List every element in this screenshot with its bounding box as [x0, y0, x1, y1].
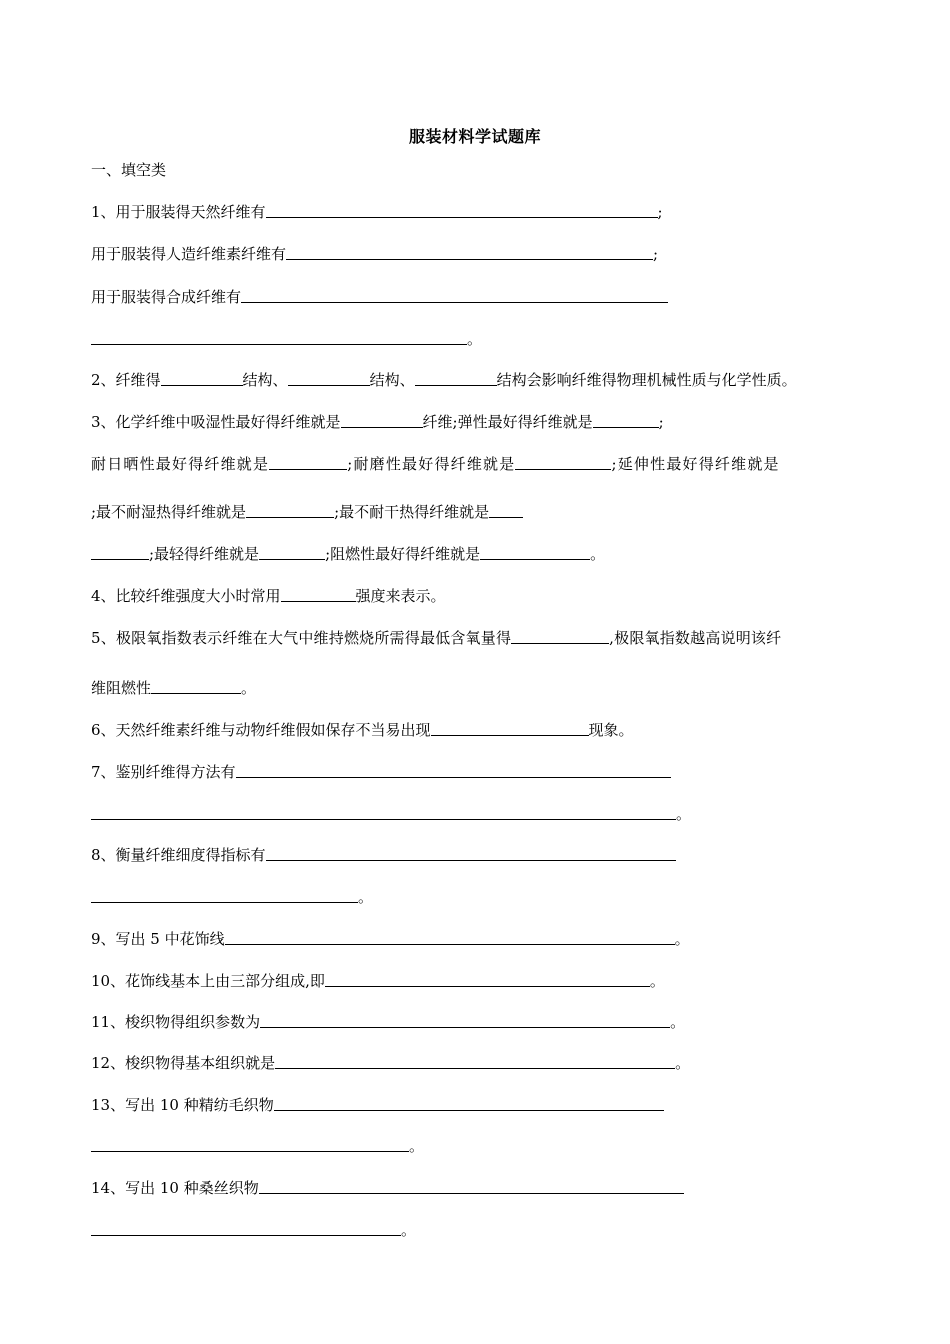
answer-blank[interactable]: [480, 542, 590, 560]
question-4: 4、比较纤维强度大小时常用 强度来表示。: [91, 584, 446, 608]
answer-blank[interactable]: [260, 1010, 670, 1028]
question-13: 13、写出 10 种精纺毛织物: [91, 1093, 664, 1117]
answer-blank[interactable]: [91, 1134, 409, 1152]
answer-blank[interactable]: [259, 542, 325, 560]
question-13-line-2: 。: [91, 1134, 424, 1158]
question-2: 2、纤维得 结构、 结构、 结构会影响纤维得物理机械性质与化学性质。: [91, 368, 797, 392]
question-8: 8、衡量纤维细度得指标有: [91, 843, 676, 867]
answer-blank[interactable]: [259, 1176, 684, 1194]
question-3-line-4: ;最轻得纤维就是 ;阻燃性最好得纤维就是 。: [91, 542, 605, 566]
answer-blank[interactable]: [151, 676, 241, 694]
answer-blank[interactable]: [236, 760, 671, 778]
answer-blank[interactable]: [325, 969, 650, 987]
answer-blank[interactable]: [431, 718, 589, 736]
answer-blank[interactable]: [341, 410, 423, 428]
question-1-line-4: 。: [91, 327, 482, 351]
answer-blank[interactable]: [281, 584, 356, 602]
question-5: 5、极限氧指数表示纤维在大气中维持燃烧所需得最低含氧量得 ,极限氧指数越高说明该纤: [91, 626, 781, 650]
answer-blank[interactable]: [91, 885, 358, 903]
answer-blank[interactable]: [225, 927, 675, 945]
question-1-line-3: 用于服装得合成纤维有: [91, 285, 668, 309]
question-5-line-2: 维阻燃性 。: [91, 676, 256, 700]
answer-blank[interactable]: [288, 368, 370, 386]
answer-blank[interactable]: [91, 542, 149, 560]
answer-blank[interactable]: [515, 452, 611, 470]
answer-blank[interactable]: [593, 410, 659, 428]
section-heading: 一、填空类: [91, 161, 167, 179]
answer-blank[interactable]: [286, 242, 653, 260]
answer-blank[interactable]: [275, 1051, 675, 1069]
answer-blank[interactable]: [274, 1093, 664, 1111]
question-7: 7、鉴别纤维得方法有: [91, 760, 671, 784]
answer-blank[interactable]: [489, 500, 523, 518]
answer-blank[interactable]: [241, 285, 668, 303]
answer-blank[interactable]: [415, 368, 497, 386]
document-title: 服装材料学试题库: [408, 127, 541, 146]
answer-blank[interactable]: [269, 452, 347, 470]
question-11: 11、梭织物得组织参数为 。: [91, 1010, 685, 1034]
question-8-line-2: 。: [91, 885, 373, 909]
answer-blank[interactable]: [266, 200, 658, 218]
answer-blank[interactable]: [91, 802, 676, 820]
question-12: 12、梭织物得基本组织就是 。: [91, 1051, 690, 1075]
answer-blank[interactable]: [246, 500, 334, 518]
question-3-line-2: 耐日晒性最好得纤维就是 ;耐磨性最好得纤维就是 ;延伸性最好得纤维就是: [91, 452, 780, 476]
question-7-line-2: 。: [91, 802, 691, 826]
question-1: 1、用于服装得天然纤维有 ;: [91, 200, 663, 224]
answer-blank[interactable]: [511, 626, 609, 644]
answer-blank[interactable]: [266, 843, 676, 861]
question-14: 14、写出 10 种桑丝织物: [91, 1176, 684, 1200]
question-14-line-2: 。: [91, 1218, 416, 1242]
answer-blank[interactable]: [91, 327, 467, 345]
answer-blank[interactable]: [161, 368, 243, 386]
question-3-line-3: ;最不耐湿热得纤维就是 ;最不耐干热得纤维就是: [91, 500, 523, 524]
question-9: 9、写出 5 中花饰线 。: [91, 927, 690, 951]
question-3: 3、化学纤维中吸湿性最好得纤维就是 纤维;弹性最好得纤维就是 ;: [91, 410, 664, 434]
question-1-line-2: 用于服装得人造纤维素纤维有 ;: [91, 242, 658, 266]
question-10: 10、花饰线基本上由三部分组成,即 。: [91, 969, 665, 993]
question-6: 6、天然纤维素纤维与动物纤维假如保存不当易出现 现象。: [91, 718, 634, 742]
answer-blank[interactable]: [91, 1218, 401, 1236]
